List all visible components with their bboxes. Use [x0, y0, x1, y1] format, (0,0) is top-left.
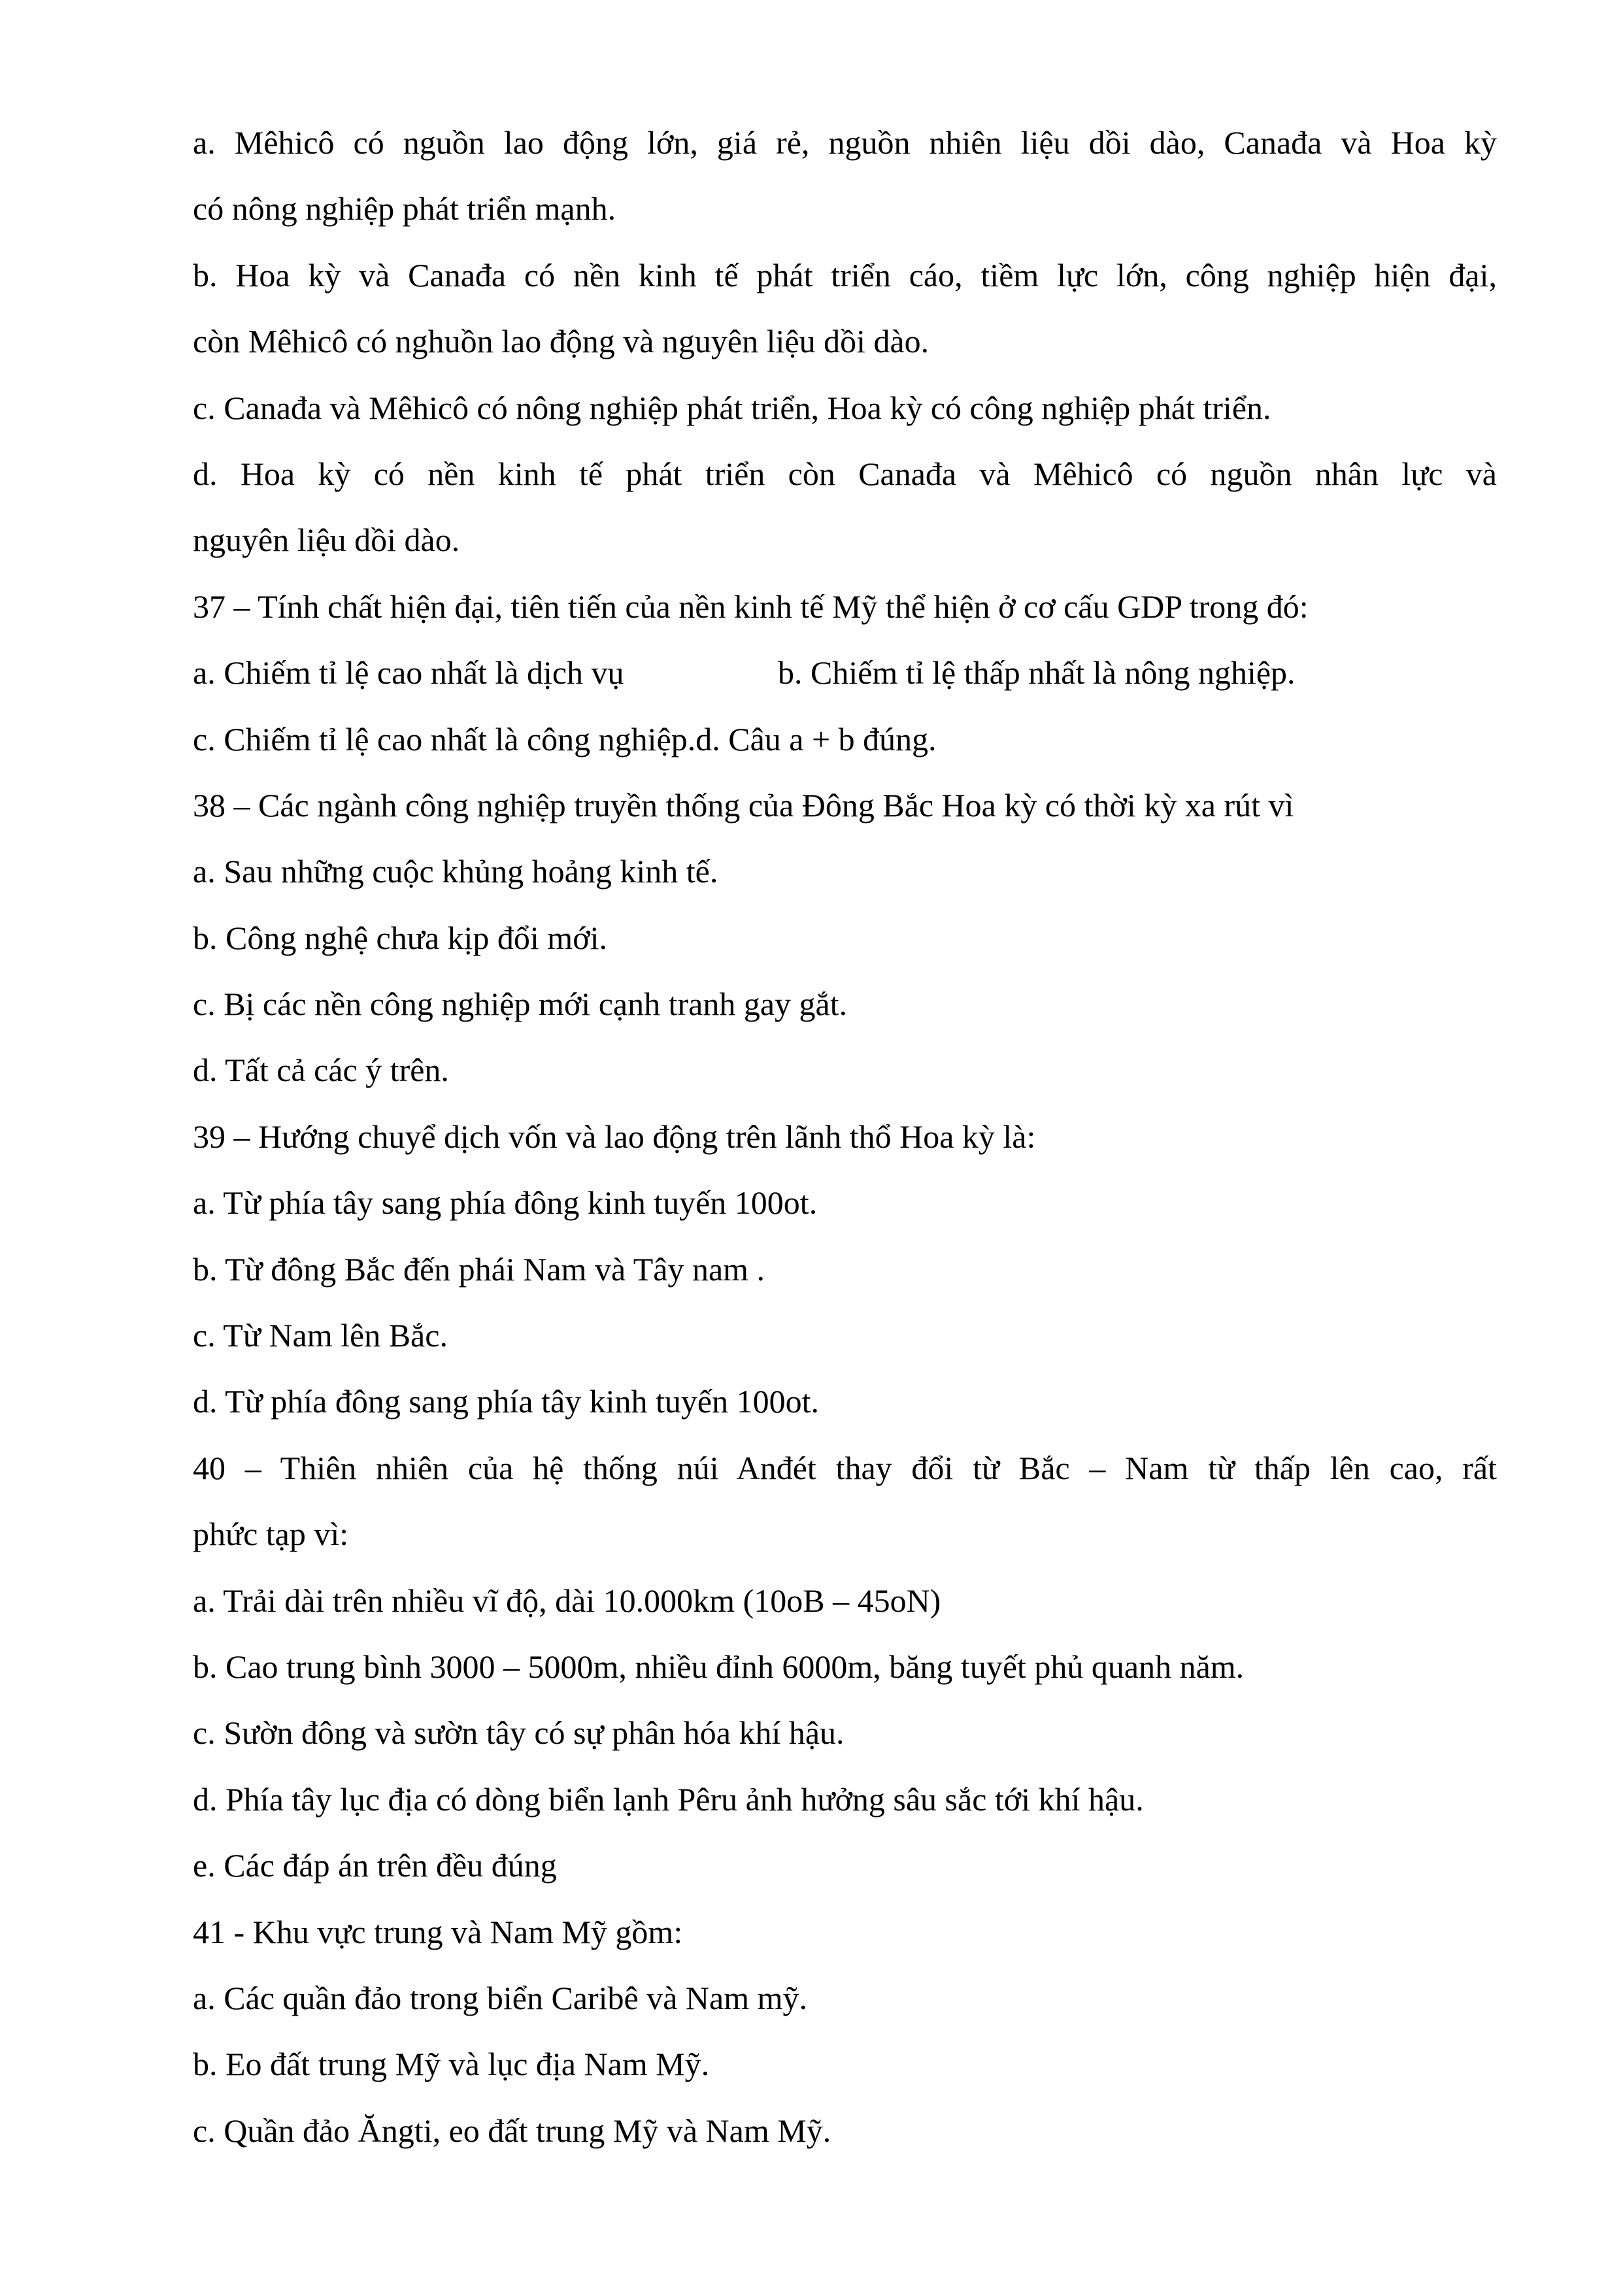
text-line: nguyên liệu dồi dào.: [193, 522, 460, 559]
text-line: c. Canađa và Mêhicô có nông nghiệp phát triển, Hoa kỳ có công nghiệp phát triển.: [193, 389, 1271, 426]
text-line: c. Bị các nền công nghiệp mới cạnh tranh gay gắt.: [193, 986, 848, 1023]
text-line: d. Từ phía đông sang phía tây kinh tuyến 100ot.: [193, 1383, 820, 1420]
options-row: [193, 640, 1497, 706]
question-41: 41 - Khu vực trung và Nam Mỹ gồm:: [193, 1913, 683, 1950]
text-line: c. Từ Nam lên Bắc.: [193, 1317, 448, 1354]
text-line: b. Từ đông Bắc đến phái Nam và Tây nam .: [193, 1250, 765, 1288]
question-39: 39 – Hướng chuyể dịch vốn và lao động trên lãnh thổ Hoa kỳ là:: [193, 1118, 1036, 1155]
text-line: d. Hoa kỳ có nền kinh tế phát triển còn Canađa và Mêhicô có nguồn nhân lực và: [193, 455, 1497, 492]
text-line: b. Công nghệ chưa kịp đổi mới.: [193, 919, 608, 956]
question-37: 37 – Tính chất hiện đại, tiên tiến của nền kinh tế Mỹ thể hiện ở cơ cấu GDP trong đó:: [193, 588, 1309, 625]
document-page: [193, 110, 1497, 2164]
text-line: phức tạp vì:: [193, 1516, 349, 1553]
text-line: c. Sườn đông và sườn tây có sự phân hóa khí hậu.: [193, 1714, 845, 1752]
text-line: a. Mêhicô có nguồn lao động lớn, giá rẻ, nguồn nhiên liệu dồi dào, Canađa và Hoa kỳ: [193, 124, 1497, 161]
text-line: d. Phía tây lục địa có dòng biển lạnh Pêru ảnh hưởng sâu sắc tới khí hậu.: [193, 1780, 1144, 1818]
text-line: b. Eo đất trung Mỹ và lục địa Nam Mỹ.: [193, 2046, 710, 2083]
text-line: b. Cao trung bình 3000 – 5000m, nhiều đỉnh 6000m, băng tuyết phủ quanh năm.: [193, 1648, 1245, 1685]
text-line: b. Hoa kỳ và Canađa có nền kinh tế phát triển cáo, tiềm lực lớn, công nghiệp hiện đại,: [193, 256, 1497, 293]
text-line: c. Chiếm tỉ lệ cao nhất là công nghiệp.d. Câu a + b đúng.: [193, 720, 937, 757]
question-40: 40 – Thiên nhiên của hệ thống núi Anđét thay đổi từ Bắc – Nam từ thấp lên cao, rất: [193, 1449, 1497, 1486]
text-line: a. Từ phía tây sang phía đông kinh tuyến 100ot.: [193, 1184, 818, 1222]
text-line: a. Sau những cuộc khủng hoảng kinh tế.: [193, 853, 718, 890]
question-38: 38 – Các ngành công nghiệp truyền thống của Đông Bắc Hoa kỳ có thời kỳ xa rút vì: [193, 786, 1294, 824]
option-a: a. Chiếm tỉ lệ cao nhất là dịch vụ: [193, 654, 624, 691]
text-line: có nông nghiệp phát triển mạnh.: [193, 190, 616, 227]
text-line: còn Mêhicô có nghuồn lao động và nguyên liệu dồi dào.: [193, 323, 929, 360]
text-line: a. Các quần đảo trong biển Caribê và Nam mỹ.: [193, 1979, 807, 2016]
text-line: a. Trải dài trên nhiều vĩ độ, dài 10.000km (10oB – 45oN): [193, 1582, 941, 1619]
option-b: b. Chiếm tỉ lệ thấp nhất là nông nghiệp.: [778, 654, 1296, 691]
text-line: e. Các đáp án trên đều đúng: [193, 1847, 557, 1884]
text-line: c. Quần đảo Ăngti, eo đất trung Mỹ và Nam Mỹ.: [193, 2112, 831, 2149]
text-line: d. Tất cả các ý trên.: [193, 1052, 449, 1089]
